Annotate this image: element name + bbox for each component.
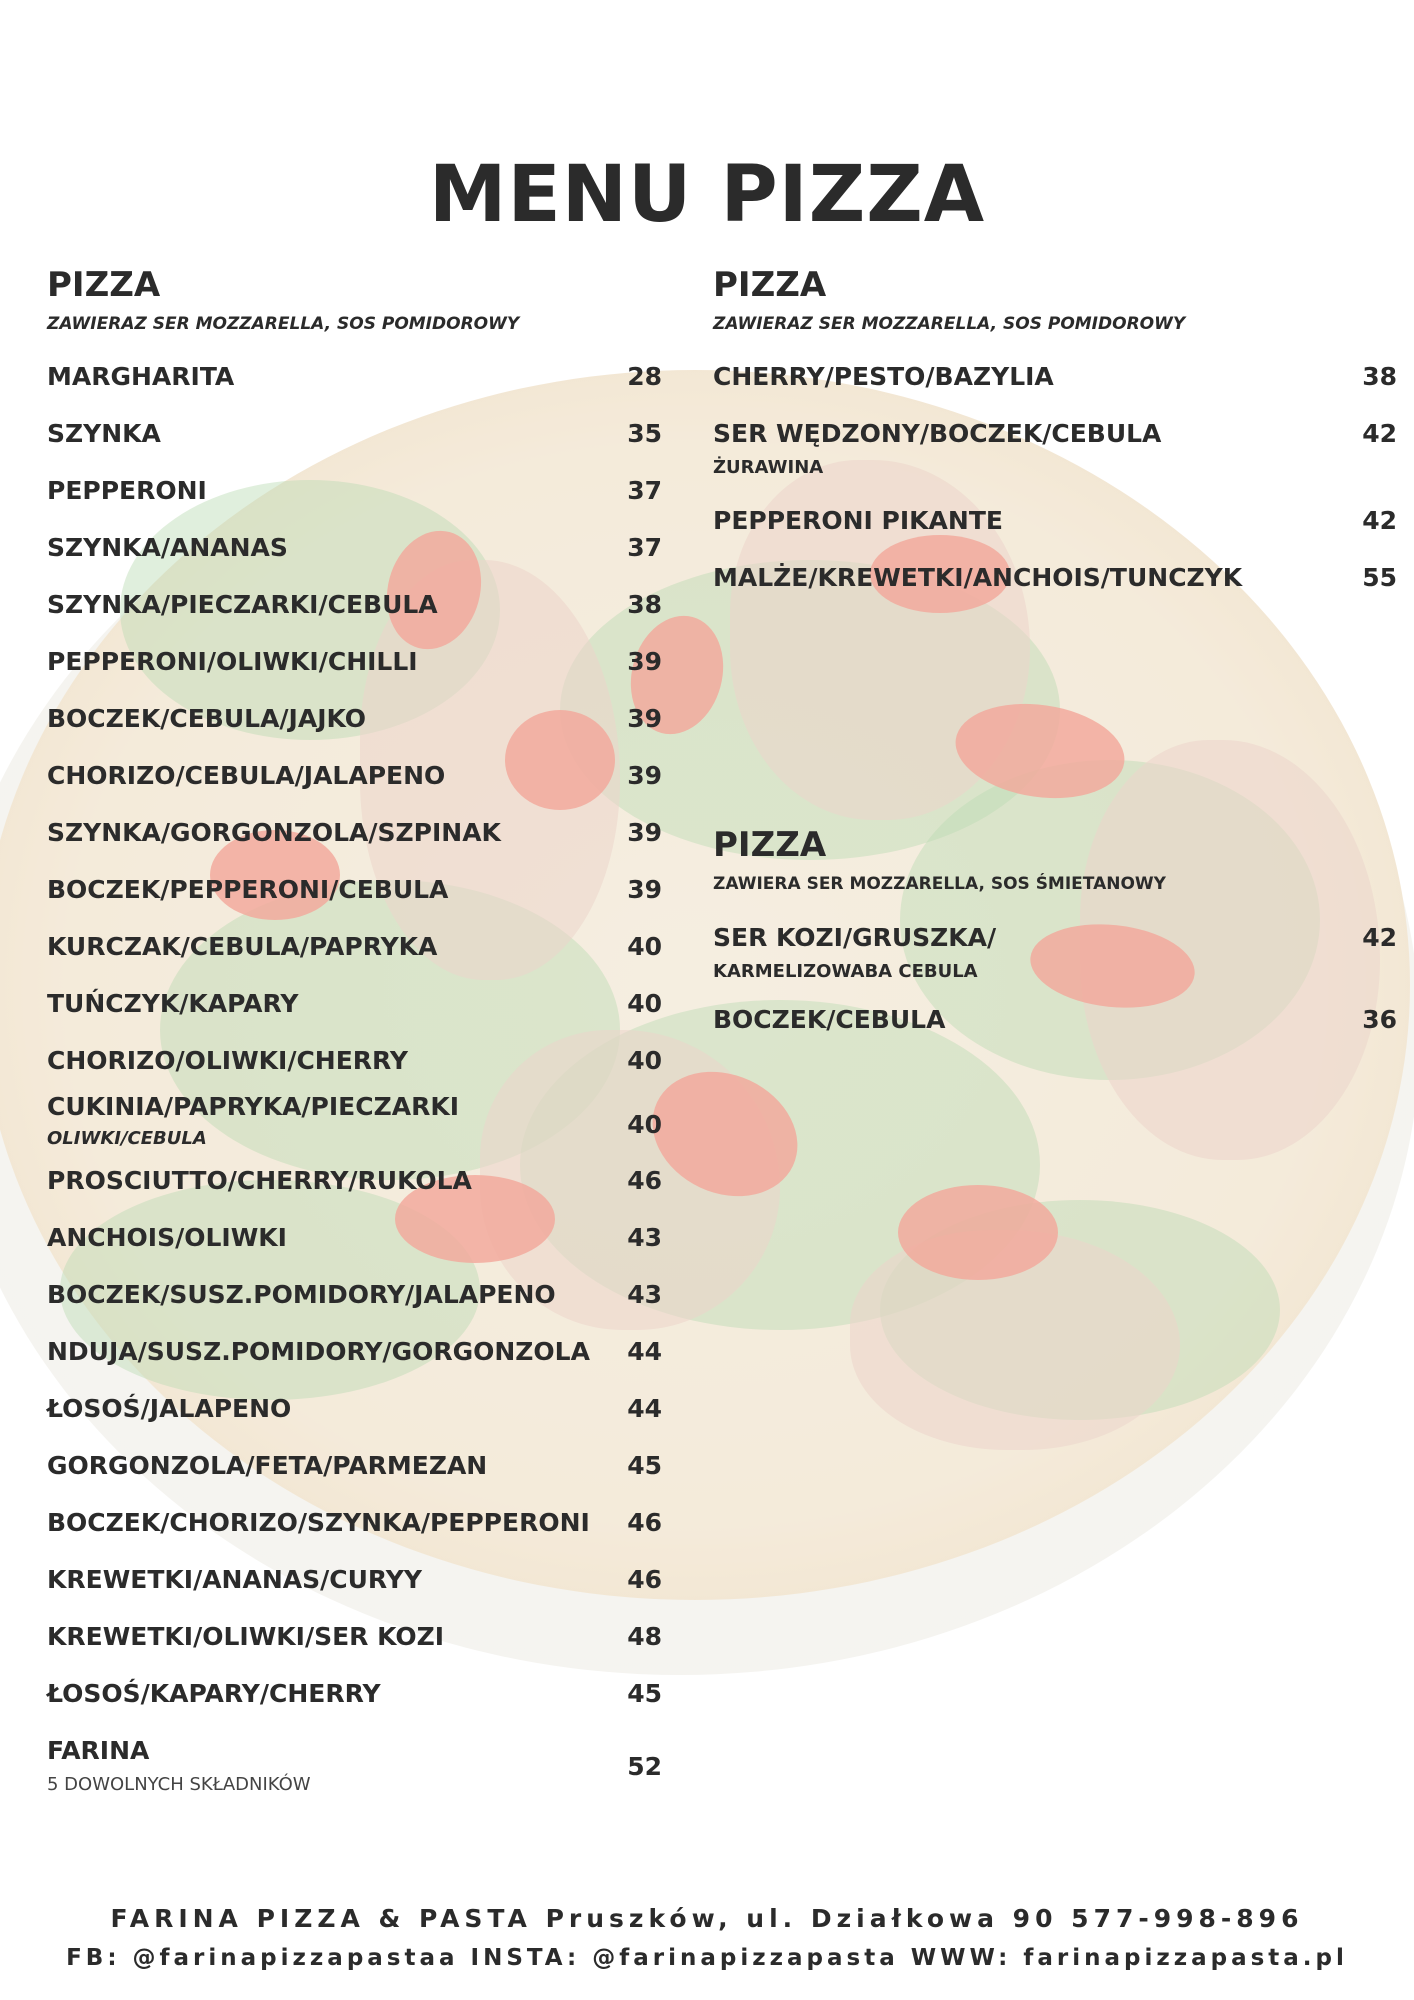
menu-item-name: ANCHOIS/OLIWKI [47,1223,287,1252]
menu-item-name: BOCZEK/PEPPERONI/CEBULA [47,875,449,904]
menu-item-name: ŁOSOŚ/KAPARY/CHERRY [47,1679,381,1708]
menu-item-price: 38 [1362,362,1397,391]
menu-item-price: 45 [627,1451,662,1480]
menu-item-name: PEPPERONI/OLIWKI/CHILLI [47,647,418,676]
menu-item-name: CHERRY/PESTO/BAZYLIA [713,362,1054,391]
menu-item-name: KREWETKI/OLIWKI/SER KOZI [47,1622,445,1651]
menu-item-price: 39 [627,818,662,847]
menu-item-name: PEPPERONI PIKANTE [713,506,1003,535]
menu-item-price: 39 [627,704,662,733]
menu-item-price: 43 [627,1280,662,1309]
menu-item-price: 42 [1362,506,1397,535]
menu-item-name: PROSCIUTTO/CHERRY/RUKOLA [47,1166,472,1195]
menu-item-price: 37 [627,476,662,505]
menu-item-description: OLIWKI/CEBULA [47,1128,207,1149]
menu-item-price: 28 [627,362,662,391]
menu-item-description: KARMELIZOWABA CEBULA [713,961,978,982]
menu-item-price: 52 [627,1752,662,1781]
section-subheading: ZAWIERA SER MOZZARELLA, SOS ŚMIETANOWY [713,874,1166,894]
menu-item-price: 55 [1362,563,1397,592]
section-subheading: ZAWIERAZ SER MOZZARELLA, SOS POMIDOROWY [713,314,1186,334]
menu-item-name: PEPPERONI [47,476,207,505]
menu-item-name: BOCZEK/CEBULA [713,1005,946,1034]
menu-item-price: 46 [627,1565,662,1594]
section-heading: PIZZA [713,825,827,865]
menu-item-price: 35 [627,419,662,448]
menu-item-name: SZYNKA/GORGONZOLA/SZPINAK [47,818,501,847]
menu-item-price: 44 [627,1394,662,1423]
menu-item-price: 42 [1362,419,1397,448]
menu-item-name: GORGONZOLA/FETA/PARMEZAN [47,1451,488,1480]
menu-item-price: 40 [627,932,662,961]
menu-item-name: CUKINIA/PAPRYKA/PIECZARKI [47,1092,460,1121]
menu-item-price: 38 [627,590,662,619]
menu-item-name: KURCZAK/CEBULA/PAPRYKA [47,932,438,961]
menu-item-name: MARGHARITA [47,362,235,391]
menu-item-name: BOCZEK/CEBULA/JAJKO [47,704,367,733]
menu-item-name: CHORIZO/OLIWKI/CHERRY [47,1046,409,1075]
menu-item-description: 5 DOWOLNYCH SKŁADNIKÓW [47,1774,311,1795]
menu-item-price: 40 [627,1046,662,1075]
menu-item-price: 37 [627,533,662,562]
menu-item-name: KREWETKI/ANANAS/CURYY [47,1565,422,1594]
menu-item-price: 40 [627,989,662,1018]
footer-social: FB: @farinapizzapastaa INSTA: @farinapizzapasta WWW: farinapizzapasta.pl [66,1945,1348,1971]
menu-item-price: 39 [627,761,662,790]
menu-item-price: 36 [1362,1005,1397,1034]
menu-item-name: SZYNKA/PIECZARKI/CEBULA [47,590,438,619]
footer-address: FARINA PIZZA & PASTA Pruszków, ul. Działkowa 90 577-998-896 [110,1904,1304,1933]
section-heading: PIZZA [47,265,161,305]
menu-item-price: 48 [627,1622,662,1651]
menu-item-name: TUŃCZYK/KAPARY [47,989,299,1018]
menu-item-name: SZYNKA [47,419,161,448]
page-title: MENU PIZZA [428,150,986,240]
menu-item-price: 42 [1362,923,1397,952]
menu-item-name: NDUJA/SUSZ.POMIDORY/GORGONZOLA [47,1337,590,1366]
menu-item-price: 40 [627,1110,662,1139]
menu-item-price: 43 [627,1223,662,1252]
menu-item-name: SZYNKA/ANANAS [47,533,288,562]
menu-item-price: 46 [627,1508,662,1537]
menu-item-price: 39 [627,647,662,676]
menu-item-price: 46 [627,1166,662,1195]
menu-item-name: MALŻE/KREWETKI/ANCHOIS/TUNCZYK [713,563,1243,592]
menu-item-name: SER WĘDZONY/BOCZEK/CEBULA [713,419,1162,448]
menu-item-name: FARINA [47,1736,150,1765]
menu-item-name: SER KOZI/GRUSZKA/ [713,923,997,952]
menu-item-price: 39 [627,875,662,904]
menu-item-price: 44 [627,1337,662,1366]
menu-item-price: 45 [627,1679,662,1708]
menu-item-name: BOCZEK/SUSZ.POMIDORY/JALAPENO [47,1280,556,1309]
menu-item-description: ŻURAWINA [713,457,824,478]
menu-item-name: BOCZEK/CHORIZO/SZYNKA/PEPPERONI [47,1508,590,1537]
section-subheading: ZAWIERAZ SER MOZZARELLA, SOS POMIDOROWY [47,314,520,334]
section-heading: PIZZA [713,265,827,305]
menu-item-name: ŁOSOŚ/JALAPENO [47,1394,292,1423]
menu-item-name: CHORIZO/CEBULA/JALAPENO [47,761,446,790]
